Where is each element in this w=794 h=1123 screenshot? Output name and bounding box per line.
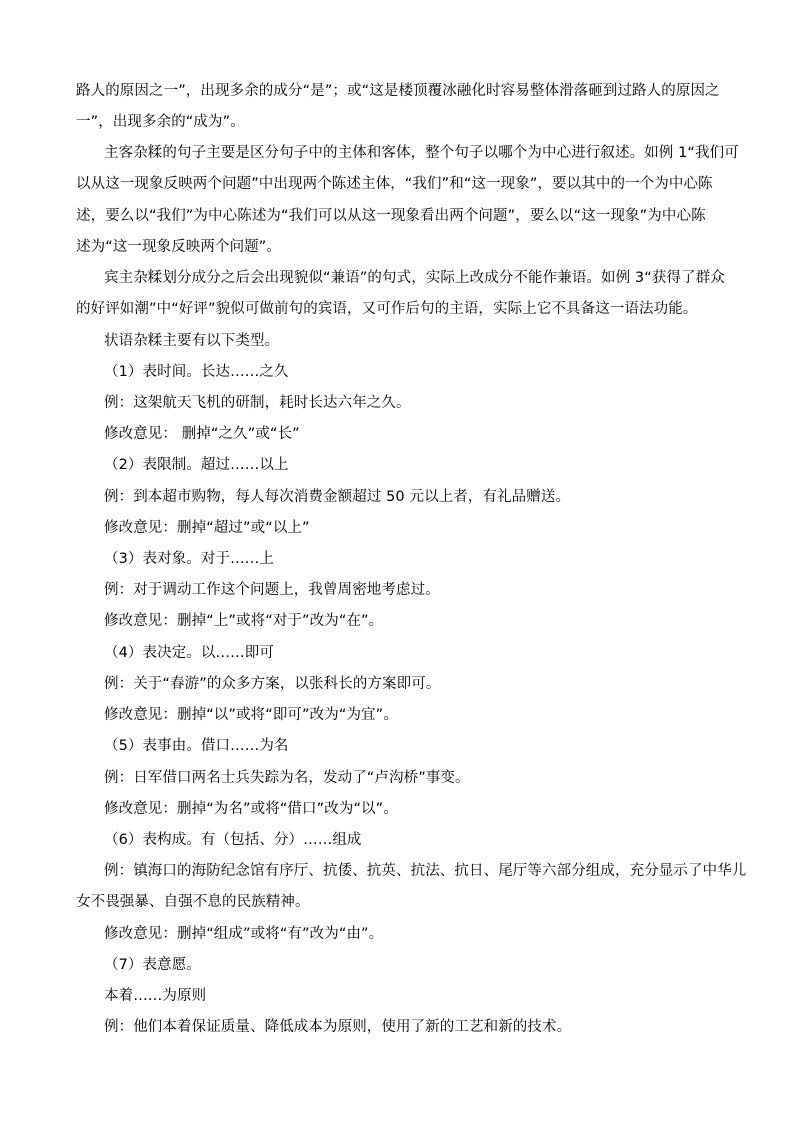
paragraph-line: 宾主杂糅划分成分之后会出现貌似“兼语”的句式，实际上改成分不能作兼语。如例 3“获得了群众	[104, 270, 725, 286]
example-line: 例：镇海口的海防纪念馆有序厅、抗倭、抗英、抗法、抗日、尾厅等六部分组成，充分显示了中华儿	[104, 863, 747, 879]
example-line: 例：到本超市购物，每人每次消费金额超过 50 元以上者，有礼品赠送。	[104, 489, 571, 505]
pattern-line: 本着……为原则	[104, 988, 207, 1004]
revision-line: 修改意见： 删掉“之久”或“长”	[104, 426, 300, 442]
paragraph-line: 述为“这一现象反映两个问题”。	[76, 239, 282, 255]
paragraph-line: 以从这一现象反映两个问题”中出现两个陈述主体，“我们”和“这一现象”，要以其中的一个为中心陈	[76, 176, 713, 192]
section-heading: （2）表限制。超过……以上	[104, 457, 289, 473]
example-line: 女不畏强暴、自强不息的民族精神。	[76, 894, 310, 910]
paragraph-line: 一”，出现多余的“成为”。	[76, 114, 245, 130]
example-line: 例：关于“春游”的众多方案，以张科长的方案即可。	[104, 676, 441, 692]
section-heading: （6）表构成。有（包括、分）……组成	[104, 832, 362, 848]
revision-line: 修改意见：删掉“超过”或“以上”	[104, 520, 310, 536]
revision-line: 修改意见：删掉“上”或将“对于”改为“在”。	[104, 613, 384, 629]
revision-line: 修改意见：删掉“为名”或将“借口”改为“以”。	[104, 801, 398, 817]
paragraph-line: 状语杂糅主要有以下类型。	[104, 333, 280, 349]
paragraph-line: 述，要么以“我们”为中心陈述为“我们可以从这一现象看出两个问题”，要么以“这一现象”为中心陈	[76, 208, 706, 224]
paragraph-line: 的好评如潮”中“好评”貌似可做前句的宾语，又可作后句的主语，实际上它不具备这一语法功能。	[76, 301, 698, 317]
revision-line: 修改意见：删掉“以”或将“即可”改为“为宜”。	[104, 707, 398, 723]
section-heading: （5）表事由。借口……为名	[104, 738, 289, 754]
section-heading: （4）表决定。以……即可	[104, 645, 274, 661]
section-heading: （7）表意愿。	[104, 957, 201, 973]
example-line: 例：对于调动工作这个问题上，我曾周密地考虑过。	[104, 582, 440, 598]
example-line: 例：日军借口两名士兵失踪为名，发动了“卢沟桥”事变。	[104, 770, 470, 786]
section-heading: （1）表时间。长达……之久	[104, 364, 289, 380]
example-line: 例：他们本着保证质量、降低成本为原则，使用了新的工艺和新的技术。	[104, 1019, 572, 1035]
revision-line: 修改意见：删掉“组成”或将“有”改为“由”。	[104, 926, 384, 942]
section-heading: （3）表对象。对于……上	[104, 551, 274, 567]
paragraph-line: 主客杂糅的句子主要是区分句子中的主体和客体，整个句子以哪个为中心进行叙述。如例 1“我们可	[104, 145, 739, 161]
paragraph-line: 路人的原因之一”，出现多余的成分“是”；或“这是楼顶覆冰融化时容易整体滑落砸到过路人的原因之	[76, 83, 720, 99]
example-line: 例：这架航天飞机的研制，耗时长达六年之久。	[104, 395, 411, 411]
